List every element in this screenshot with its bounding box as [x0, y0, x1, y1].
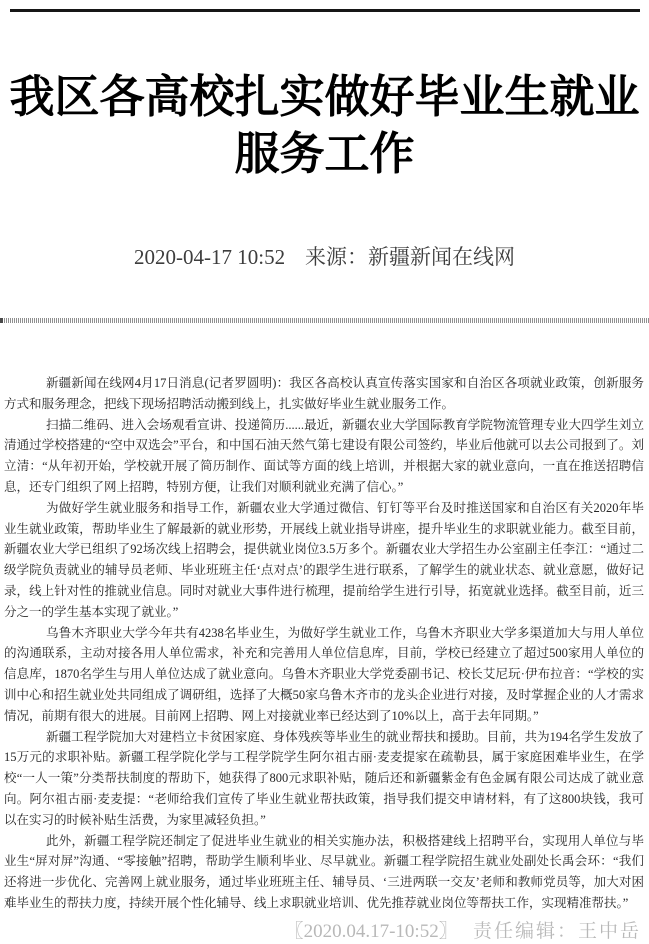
- article-source: 来源：新疆新闻在线网: [304, 246, 515, 269]
- article-body: [4, 373, 644, 914]
- article-paragraph-3: 为做好学生就业服务和指导工作，新疆农业大学通过微信、钉钉等平台及时推送国家和自治区有关2020年毕业生就业政策，帮助毕业生了解最新的就业形势，开展线上就业指导讲座，提升毕业生的求职就业能力。截至目前，新疆农业大学已组织了92场次线上招聘会，提供就业岗位3.5万多个。新疆农业大学招生办公室副主任李江：“通过二级学院负责就业的辅导员老师、毕业班班主任‘点对点’的跟学生进行联系，了解学生的就业状态、就业意愿，做好记录，线上针对性的推就业信息。同时对就业大事件进行梳理，提前给学生进行引导，拓宽就业选择。截至目前，近三分之一的学生基本实现了就业。”: [4, 500, 644, 619]
- article-paragraph-1: 新疆新闻在线网4月17日消息(记者罗圆明)：我区各高校认真宣传落实国家和自治区各项就业政策，创新服务方式和服务理念，把线下现场招聘活动搬到线上，扎实做好毕业生就业服务工作。: [4, 376, 644, 411]
- article-paragraph-2: 扫描二维码、进入会场观看宣讲、投递简历......最近，新疆农业大学国际教育学院物流管理专业大四学生刘立清通过学校搭建的“空中双选会”平台，和中国石油天然气第七建设有限公司签约，毕业后他就可以去公司报到了。刘立清：“从年初开始，学校就开展了简历制作、面试等方面的线上培训，并根据大家的就业意向，一直在推送招聘信息，还专门组织了网上招聘，特别方便，让我们对顺利就业充满了信心。”: [4, 417, 644, 494]
- article-paragraph-6: 此外，新疆工程学院还制定了促进毕业生就业的相关实施办法，积极搭建线上招聘平台，实现用人单位与毕业生“屏对屏”沟通、“零接触”招聘，帮助学生顺利毕业、尽早就业。新疆工程学院招生就业处副处长禹会环：“我们还将进一步优化、完善网上就业服务，通过毕业班班主任、辅导员、‘三进两联一交友’老师和教师党员等，加大对困难毕业生的帮扶力度，持续开展个性化辅导、线上求职就业培训、优先推荐就业岗位等帮扶工作，实现精准帮扶。”: [4, 833, 644, 910]
- article-meta: [0, 244, 649, 271]
- footer-editor: 责任编辑：王中岳: [472, 920, 641, 942]
- article-paragraph-4: 乌鲁木齐职业大学今年共有4238名毕业生，为做好学生就业工作，乌鲁木齐职业大学多渠道加大与用人单位的沟通联系，主动对接各用人单位需求，补充和完善用人单位信息库，目前，学校已经建立了超过500家用人单位的信息库，1870名学生与用人单位达成了就业意向。乌鲁木齐职业大学党委副书记、校长艾尼玩·伊布拉音：“学校的实训中心和招生就业处共同组成了调研组，选择了大概50家乌鲁木齐市的龙头企业进行对接，及时掌握企业的人才需求情况，前期有很大的进展。目前网上招聘、网上对接就业率已经达到了10%以上，高于去年同期。”: [4, 625, 644, 723]
- article-datetime: 2020-04-17 10:52: [134, 245, 286, 269]
- article-footer: [0, 920, 641, 944]
- footer-timestamp: 〖2020.04.17-10:52〗: [284, 920, 458, 942]
- top-rule: [10, 9, 640, 12]
- page-title: 我区各高校扎实做好毕业生就业服务工作: [9, 71, 640, 179]
- dotted-divider: [0, 318, 649, 323]
- article-paragraph-5: 新疆工程学院加大对建档立卡贫困家庭、身体残疾等毕业生的就业帮扶和援助。目前，共为194名学生发放了15万元的求职补贴。新疆工程学院化学与工程学院学生阿尔祖古丽·麦麦提家在疏勒县，属于家庭困难毕业生，在学校“一人一策”分类帮扶制度的帮助下，她获得了800元求职补贴，随后还和新疆紫金有色金属有限公司达成了就业意向。阿尔祖古丽·麦麦提：“老师给我们宣传了毕业生就业帮扶政策，指导我们提交申请材料，有了这800块钱，我可以在实习的时候补贴生活费，为家里减轻负担。”: [4, 729, 644, 827]
